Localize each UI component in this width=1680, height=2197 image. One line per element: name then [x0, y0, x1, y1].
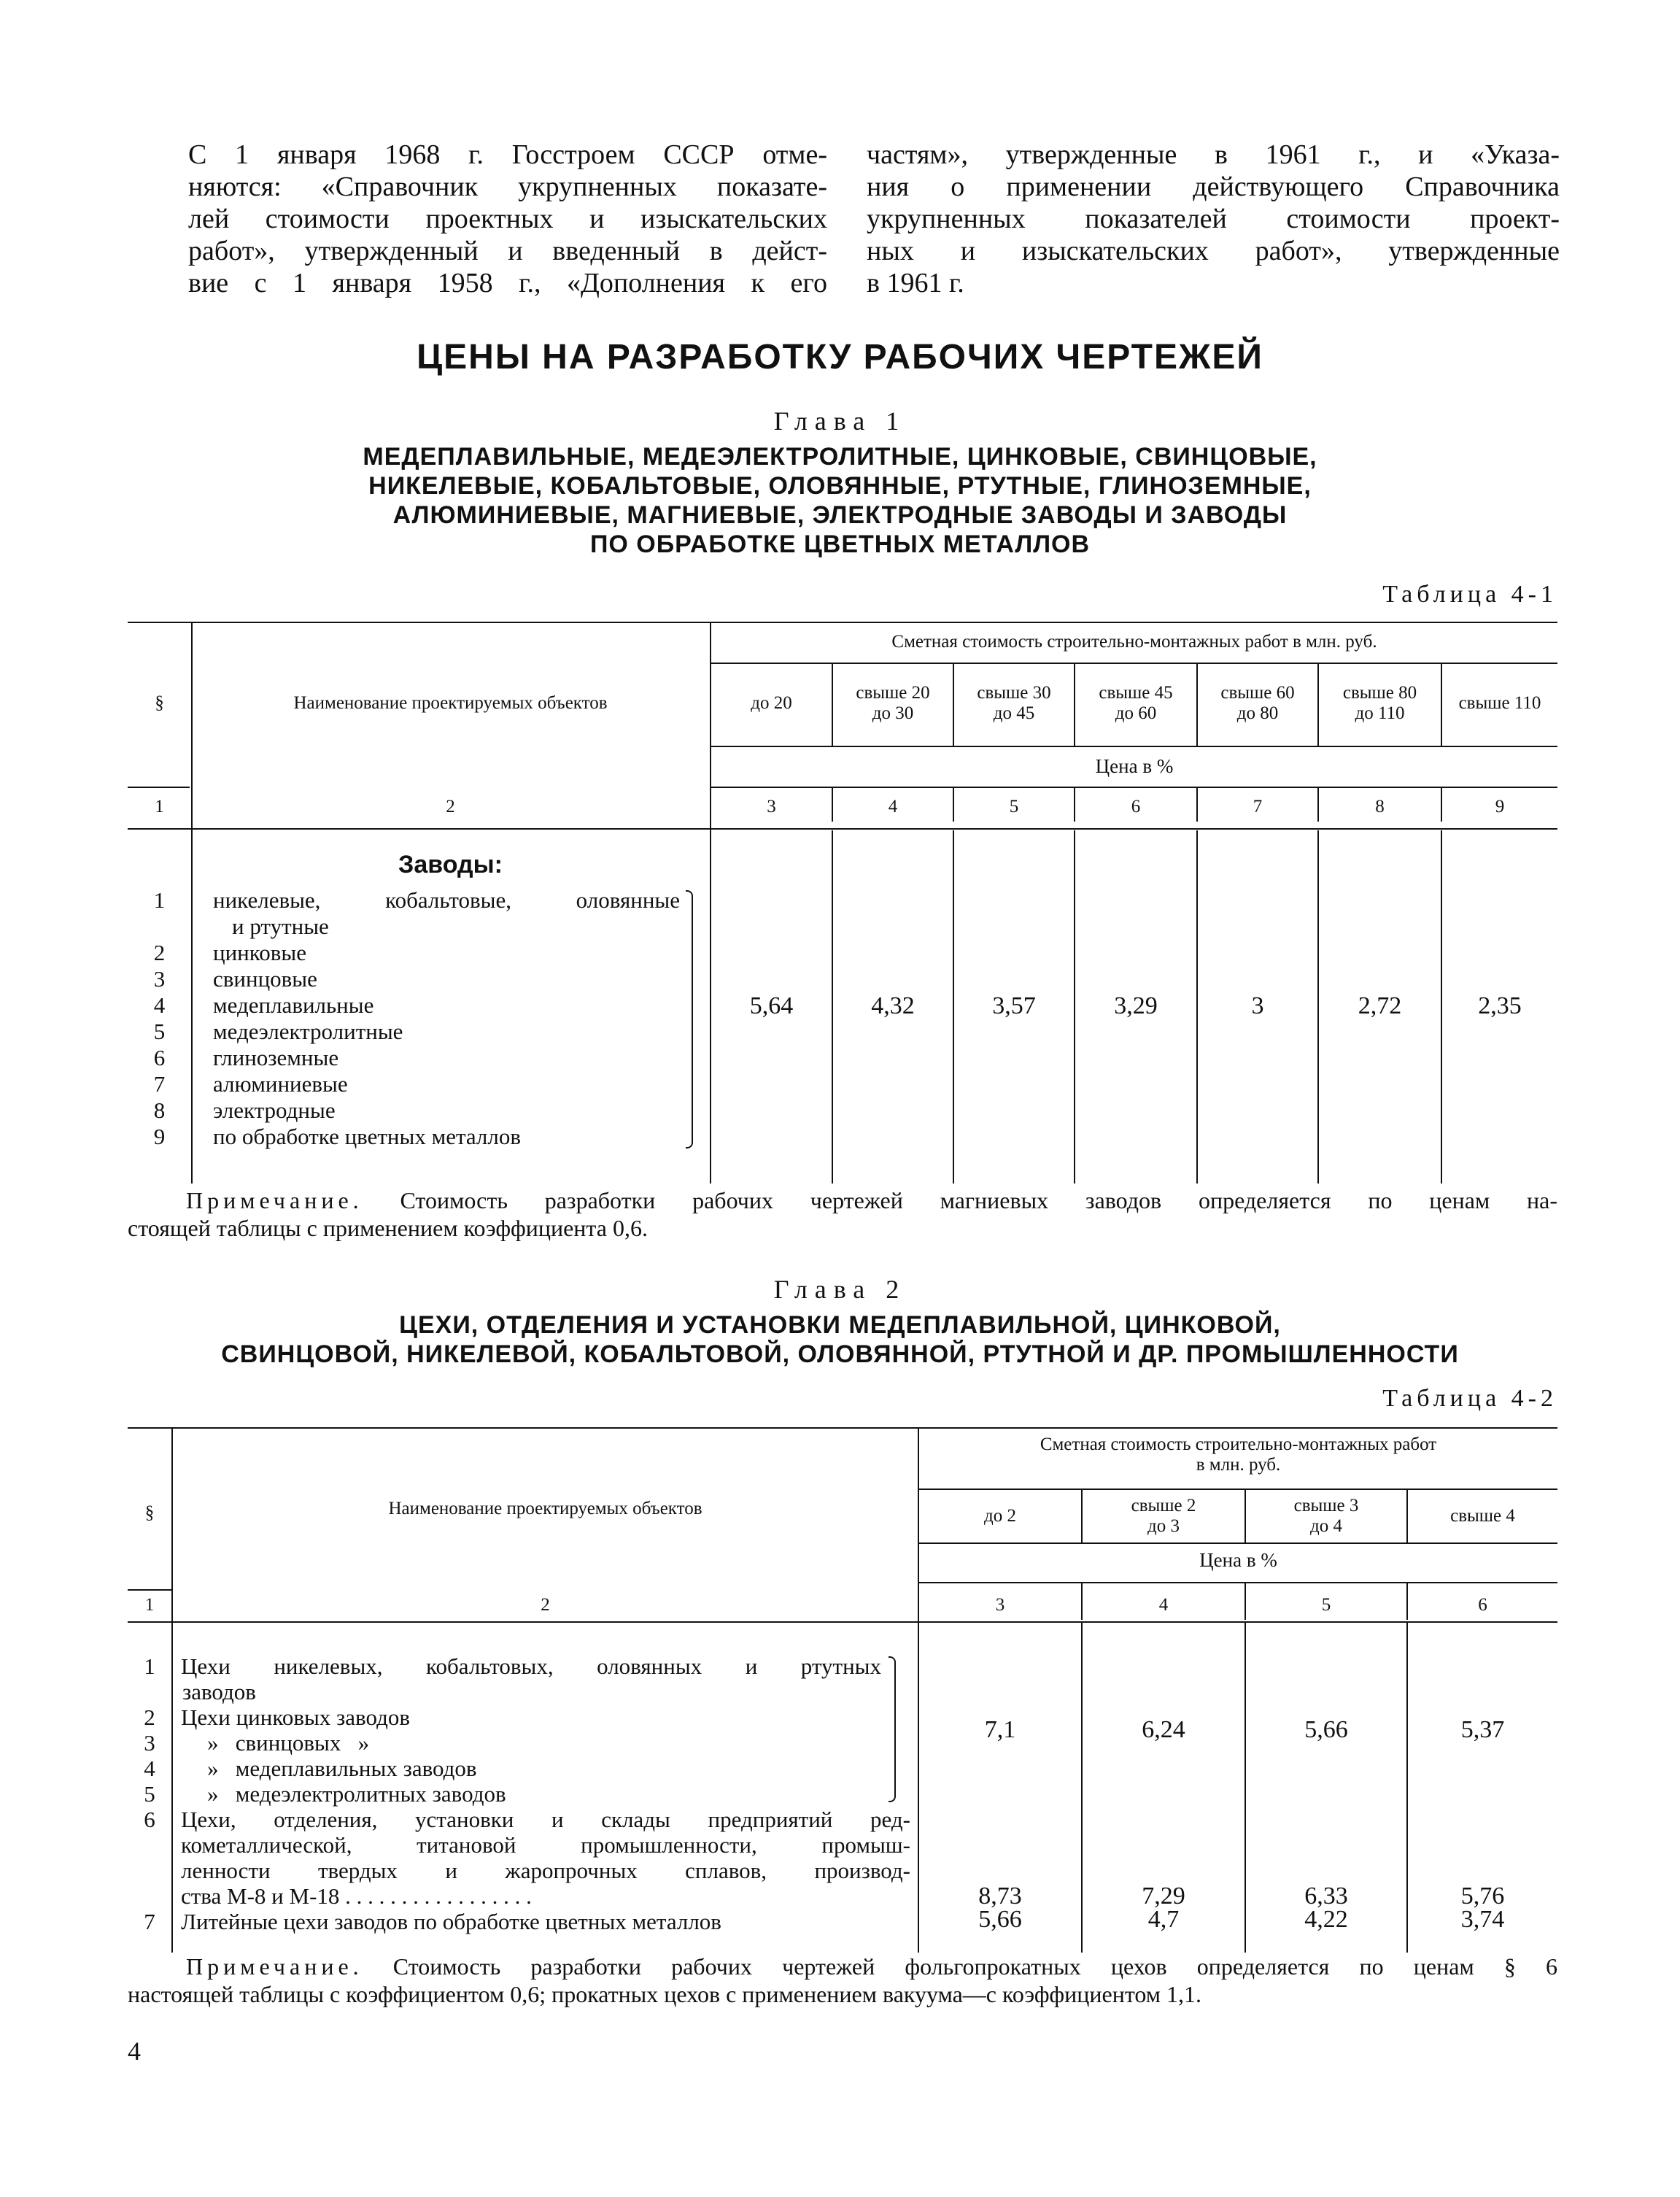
intro-line: в 1961 г. [867, 268, 964, 298]
chapter1-title-line: АЛЮМИНИЕВЫЕ, МАГНИЕВЫЕ, ЭЛЕКТРОДНЫЕ ЗАВОДЫ И ЗАВОДЫ [392, 501, 1288, 529]
table1-row-name: алюминиевые [213, 1071, 348, 1097]
table2-colnum: 5 [1321, 1595, 1331, 1615]
table2-range: свыше 2 до 3 [1131, 1496, 1196, 1536]
table1-cost-header: Сметная стоимость строительно-монтажных работ в млн. руб. [891, 632, 1377, 652]
table1-row-num: 8 [153, 1097, 166, 1123]
intro-line: частям», утвержденные в 1961 г., и «Указа- [867, 139, 1560, 170]
table1-note [128, 1186, 1557, 1242]
table2-range: до 2 [984, 1506, 1016, 1526]
table2-range: свыше 3 до 4 [1293, 1496, 1359, 1536]
table1-price-header: Цена в % [1095, 755, 1174, 777]
table2-row-numbers: 1 2 3 4 5 6 7 [144, 1653, 155, 1934]
table2-row-name: ленности твердых и жаропрочных сплавов, производ- [181, 1858, 910, 1883]
chapter1-title-line: НИКЕЛЕВЫЕ, КОБАЛЬТОВЫЕ, ОЛОВЯННЫЕ, РТУТНЫЕ, ГЛИНОЗЕМНЫЕ, [368, 472, 1312, 500]
intro-left-column [188, 139, 827, 299]
table1-colnum: 6 [1131, 797, 1141, 816]
table1-price: 3,57 [992, 992, 1036, 1019]
table1-colnum: 3 [767, 797, 776, 816]
table2-row6-price: 8,73 [978, 1883, 1022, 1910]
table2-section-header: § [144, 1503, 155, 1523]
table1-row-num [128, 914, 191, 940]
table1-colnum: 5 [1009, 797, 1019, 816]
table2-row-name: ства М-8 и М-18 . . . . . . . . . . . . . . . . . [181, 1883, 532, 1909]
table1-row-name: никелевые, кобальтовые, оловянные [213, 887, 680, 913]
table2-colnum: 4 [1158, 1595, 1169, 1615]
table1-row-num: 3 [153, 966, 166, 992]
intro-right-column [867, 139, 1560, 299]
table1-price: 2,35 [1478, 992, 1522, 1019]
table1-range: свыше 30 до 45 [977, 683, 1051, 723]
table1-row-name: медеплавильные [213, 992, 374, 1018]
table1-price: 2,72 [1358, 992, 1402, 1019]
table2-group-price: 5,37 [1460, 1716, 1505, 1743]
table2-row7-price: 4,7 [1147, 1906, 1180, 1933]
table2-name-header: Наименование проектируемых объектов [388, 1499, 702, 1518]
note-line: стоящей таблицы с применением коэффициента 0,6. [128, 1215, 648, 1241]
table1-row-num: 6 [153, 1045, 166, 1070]
chapter1-title [0, 442, 1680, 559]
table2-price-header: Цена в % [1199, 1549, 1277, 1571]
table2-label: Таблица 4-2 [1382, 1385, 1557, 1412]
table1-row-name: по обработке цветных металлов [213, 1124, 522, 1149]
table1-row-numbers [128, 887, 191, 1150]
table1-range: свыше 60 до 80 [1220, 683, 1295, 723]
table1-row-name: цинковые [213, 940, 306, 965]
intro-line: С 1 января 1968 г. Госстроем СССР отме- [188, 139, 827, 170]
table1-range: свыше 45 до 60 [1099, 683, 1173, 723]
table2-colnum: 6 [1478, 1595, 1487, 1615]
table1-row-num: 7 [153, 1071, 166, 1097]
table1-group-heading: Заводы: [398, 851, 503, 879]
table1-price: 5,64 [749, 992, 794, 1019]
table2-row-name: Цехи цинковых заводов [181, 1704, 410, 1730]
page-number: 4 [128, 2036, 141, 2066]
table2-row-name: Цехи никелевых, кобальтовых, оловянных и ртутных [181, 1653, 881, 1679]
table2-row-name: заводов [182, 1679, 256, 1704]
table2-note [128, 1953, 1557, 2008]
table2-row7-price: 5,66 [978, 1906, 1022, 1933]
intro-line: лей стоимости проектных и изыскательских [188, 204, 827, 234]
table2-group-price: 5,66 [1304, 1716, 1348, 1743]
note-line: Примечание. Стоимость разработки рабочих чертежей фольгопрокатных цехов определяется по ценам § 6 [186, 1953, 1558, 1980]
table2-row-name: Литейные цехи заводов по обработке цветных металлов [181, 1909, 721, 1934]
table2-row-name: Цехи, отделения, установки и склады предприятий ред- [181, 1807, 910, 1832]
table1-price: 4,32 [871, 992, 915, 1019]
intro-line: вие с 1 января 1958 г., «Дополнения к его [188, 268, 827, 298]
table1-colnum: 2 [446, 797, 455, 816]
table2-row7-price: 4,22 [1304, 1906, 1348, 1933]
table2-row7-price: 3,74 [1460, 1906, 1505, 1933]
table2-row-name: » медеэлектролитных заводов [207, 1781, 506, 1807]
table1-row-name: и ртутные [232, 914, 329, 939]
table1-row-names [213, 887, 680, 1150]
table2-row6-price: 5,76 [1460, 1883, 1505, 1910]
table2-row-name: » медеплавильных заводов [207, 1756, 477, 1781]
main-title: ЦЕНЫ НА РАЗРАБОТКУ РАБОЧИХ ЧЕРТЕЖЕЙ [417, 338, 1263, 377]
table2-group-price: 7,1 [984, 1716, 1016, 1743]
table1-colnum: 8 [1375, 797, 1385, 816]
table2-colnum: 1 [144, 1595, 155, 1615]
chapter2-title [0, 1310, 1680, 1369]
table1-colnum: 9 [1495, 797, 1505, 816]
table1-brace [686, 890, 693, 1148]
chapter1-title-line: МЕДЕПЛАВИЛЬНЫЕ, МЕДЕЭЛЕКТРОЛИТНЫЕ, ЦИНКОВЫЕ, СВИНЦОВЫЕ, [363, 443, 1317, 471]
table1-row-num: 2 [153, 940, 166, 965]
table1-name-header: Наименование проектируемых объектов [293, 693, 608, 713]
intro-line: няются: «Справочник укрупненных показате- [188, 171, 827, 202]
table2-row-names [181, 1653, 910, 1934]
table2-colnum: 2 [541, 1595, 550, 1615]
table1-colnum: 4 [888, 797, 898, 816]
table1-price: 3,29 [1114, 992, 1158, 1019]
table2-group-price: 6,24 [1142, 1716, 1185, 1743]
table1-row-num: 4 [153, 992, 166, 1018]
table1-row-num: 1 [153, 887, 166, 913]
chapter2-label: Глава 2 [773, 1275, 907, 1304]
note-label: Примечание. [186, 1187, 363, 1213]
table1-row-name: медеэлектролитные [213, 1019, 403, 1044]
table1-range: свыше 20 до 30 [856, 683, 930, 723]
intro-line: ных и изыскательских работ», утвержденные [867, 236, 1560, 266]
table2-row6-price: 7,29 [1142, 1883, 1185, 1910]
note-label: Примечание. [186, 1953, 363, 1980]
table1-row-num: 5 [153, 1019, 166, 1044]
table1-row-name: свинцовые [213, 966, 317, 992]
table1-row-name: электродные [213, 1097, 336, 1123]
table1-row-name: глиноземные [213, 1045, 339, 1070]
intro-line: работ», утвержденный и введенный в дейст- [188, 236, 827, 266]
table1-colnum: 7 [1253, 797, 1263, 816]
intro-line: ния о применении действующего Справочника [867, 171, 1560, 202]
chapter2-title-line: ЦЕХИ, ОТДЕЛЕНИЯ И УСТАНОВКИ МЕДЕПЛАВИЛЬНОЙ, ЦИНКОВОЙ, [399, 1311, 1281, 1339]
table2-row-name: кометаллической, титановой промышленности, промыш- [181, 1832, 910, 1858]
table1-section-header: § [155, 693, 164, 713]
chapter1-title-line: ПО ОБРАБОТКЕ ЦВЕТНЫХ МЕТАЛЛОВ [589, 530, 1091, 558]
table2-row6-price: 6,33 [1304, 1883, 1348, 1910]
chapter2-title-line: СВИНЦОВОЙ, НИКЕЛЕВОЙ, КОБАЛЬТОВОЙ, ОЛОВЯННОЙ, РТУТНОЙ И ДР. ПРОМЫШЛЕННОСТИ [221, 1340, 1459, 1368]
table2-range: свыше 4 [1450, 1506, 1515, 1526]
table1-colnum: 1 [155, 797, 164, 816]
table2-colnum: 3 [995, 1595, 1005, 1615]
table2-row-name: » свинцовых » [207, 1730, 370, 1756]
table1-label: Таблица 4-1 [1382, 581, 1557, 608]
table1-row-num: 9 [153, 1124, 166, 1149]
note-line: Примечание. Стоимость разработки рабочих чертежей магниевых заводов определяется по ценам на- [186, 1187, 1558, 1213]
table1-range: до 20 [751, 693, 792, 713]
chapter1-label: Глава 1 [773, 406, 907, 436]
table1-range: свыше 110 [1458, 693, 1541, 713]
note-line: настоящей таблицы с коэффициентом 0,6; прокатных цехов с применением вакуума—с коэффициентом 1,1. [128, 1981, 1202, 2007]
intro-line: укрупненных показателей стоимости проект- [867, 204, 1560, 234]
table1-price: 3 [1251, 992, 1264, 1019]
table2-cost-header: Сметная стоимость строительно-монтажных работ в млн. руб. [1040, 1435, 1437, 1475]
table1-range: свыше 80 до 110 [1342, 683, 1417, 723]
table2-brace [889, 1656, 896, 1802]
